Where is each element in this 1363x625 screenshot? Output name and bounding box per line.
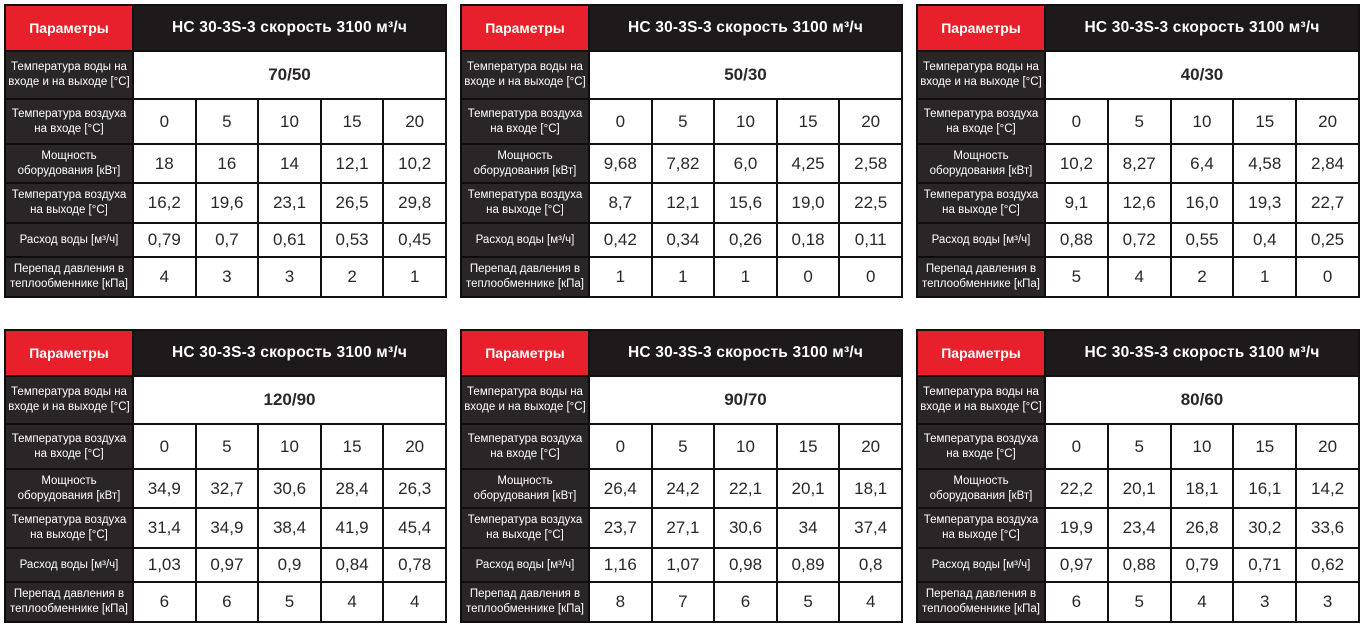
air-out-value: 34,9 (196, 508, 259, 548)
air-out-value: 23,7 (589, 508, 652, 548)
air-in-value: 20 (1296, 424, 1359, 469)
water-flow-label: Расход воды [м³/ч] (461, 548, 589, 582)
water-flow-value: 1,16 (589, 548, 652, 582)
spec-table-40-30 (916, 4, 1360, 298)
water-flow-value: 0,8 (839, 548, 902, 582)
air-in-value: 5 (652, 424, 715, 469)
model-title: НС 30-3S-3 скорость 3100 м³/ч (1045, 330, 1359, 376)
air-in-value: 15 (1233, 99, 1296, 144)
pressure-drop-value: 4 (321, 582, 384, 622)
air-out-value: 15,6 (714, 183, 777, 223)
water-flow-label: Расход воды [м³/ч] (5, 548, 133, 582)
air-out-value: 31,4 (133, 508, 196, 548)
pressure-drop-label: Перепад давления в теплообменнике [кПа] (461, 257, 589, 297)
air-out-value: 27,1 (652, 508, 715, 548)
air-in-value: 10 (258, 99, 321, 144)
air-out-value: 12,6 (1108, 183, 1171, 223)
water-temp-label: Температура воды на входе и на выходе [°С] (917, 376, 1045, 424)
air-out-value: 26,8 (1171, 508, 1234, 548)
power-value: 8,27 (1108, 144, 1171, 183)
air-in-label: Температура воздуха на входе [°С] (917, 99, 1045, 144)
air-in-value: 15 (777, 424, 840, 469)
air-out-label: Температура воздуха на выходе [°С] (5, 508, 133, 548)
power-value: 12,1 (321, 144, 384, 183)
pressure-drop-value: 6 (133, 582, 196, 622)
power-value: 16,1 (1233, 469, 1296, 508)
air-in-value: 5 (1108, 99, 1171, 144)
water-flow-value: 0,53 (321, 223, 384, 257)
water-flow-value: 0,79 (1171, 548, 1234, 582)
air-out-value: 34 (777, 508, 840, 548)
water-temp-label: Температура воды на входе и на выходе [°С] (5, 376, 133, 424)
air-out-value: 29,8 (383, 183, 446, 223)
spec-table-50-30 (460, 4, 903, 298)
air-in-value: 20 (383, 424, 446, 469)
water-flow-value: 0,88 (1108, 548, 1171, 582)
water-flow-value: 1,07 (652, 548, 715, 582)
pressure-drop-value: 5 (1108, 582, 1171, 622)
power-value: 10,2 (383, 144, 446, 183)
water-flow-value: 0,72 (1108, 223, 1171, 257)
water-flow-label: Расход воды [м³/ч] (5, 223, 133, 257)
air-in-value: 10 (1171, 99, 1234, 144)
water-flow-value: 0,45 (383, 223, 446, 257)
pressure-drop-value: 2 (1171, 257, 1234, 297)
spec-table-80-60 (916, 329, 1360, 623)
water-flow-value: 0,84 (321, 548, 384, 582)
air-in-label: Температура воздуха на входе [°С] (917, 424, 1045, 469)
power-value: 16 (196, 144, 259, 183)
pressure-drop-value: 0 (1296, 257, 1359, 297)
water-flow-value: 0,97 (196, 548, 259, 582)
water-flow-value: 0,25 (1296, 223, 1359, 257)
air-in-value: 15 (777, 99, 840, 144)
power-value: 34,9 (133, 469, 196, 508)
air-out-value: 30,2 (1233, 508, 1296, 548)
power-value: 7,82 (652, 144, 715, 183)
air-in-value: 0 (133, 424, 196, 469)
air-out-value: 19,6 (196, 183, 259, 223)
air-in-value: 20 (839, 99, 902, 144)
model-title: НС 30-3S-3 скорость 3100 м³/ч (133, 330, 446, 376)
water-temp-label: Температура воды на входе и на выходе [°С] (5, 51, 133, 99)
pressure-drop-value: 8 (589, 582, 652, 622)
params-header-cell: Параметры (917, 5, 1045, 51)
air-in-label: Температура воздуха на входе [°С] (461, 99, 589, 144)
water-flow-value: 0,79 (133, 223, 196, 257)
air-in-value: 20 (1296, 99, 1359, 144)
params-header-cell: Параметры (5, 5, 133, 51)
water-flow-value: 0,9 (258, 548, 321, 582)
pressure-drop-value: 4 (383, 582, 446, 622)
water-flow-value: 1,03 (133, 548, 196, 582)
pressure-drop-value: 6 (1045, 582, 1108, 622)
power-value: 6,0 (714, 144, 777, 183)
water-flow-label: Расход воды [м³/ч] (917, 548, 1045, 582)
air-out-value: 16,0 (1171, 183, 1234, 223)
air-out-value: 8,7 (589, 183, 652, 223)
air-in-value: 15 (321, 424, 384, 469)
power-label: Мощность оборудования [кВт] (5, 469, 133, 508)
air-in-value: 10 (714, 99, 777, 144)
air-out-label: Температура воздуха на выходе [°С] (5, 183, 133, 223)
water-flow-label: Расход воды [м³/ч] (917, 223, 1045, 257)
water-temp-value: 120/90 (133, 376, 446, 424)
air-out-value: 33,6 (1296, 508, 1359, 548)
air-out-value: 45,4 (383, 508, 446, 548)
air-out-value: 30,6 (714, 508, 777, 548)
water-flow-label: Расход воды [м³/ч] (461, 223, 589, 257)
power-value: 2,58 (839, 144, 902, 183)
power-value: 4,58 (1233, 144, 1296, 183)
pressure-drop-label: Перепад давления в теплообменнике [кПа] (917, 257, 1045, 297)
air-out-value: 23,4 (1108, 508, 1171, 548)
model-title: НС 30-3S-3 скорость 3100 м³/ч (1045, 5, 1359, 51)
air-in-value: 0 (1045, 99, 1108, 144)
water-flow-value: 0,26 (714, 223, 777, 257)
power-value: 32,7 (196, 469, 259, 508)
power-value: 10,2 (1045, 144, 1108, 183)
pressure-drop-value: 1 (1233, 257, 1296, 297)
air-out-value: 19,9 (1045, 508, 1108, 548)
air-in-value: 5 (1108, 424, 1171, 469)
power-value: 2,84 (1296, 144, 1359, 183)
air-out-value: 26,5 (321, 183, 384, 223)
water-flow-value: 0,55 (1171, 223, 1234, 257)
pressure-drop-value: 4 (133, 257, 196, 297)
air-in-value: 15 (1233, 424, 1296, 469)
power-value: 26,3 (383, 469, 446, 508)
pressure-drop-value: 6 (196, 582, 259, 622)
air-out-value: 16,2 (133, 183, 196, 223)
power-label: Мощность оборудования [кВт] (917, 469, 1045, 508)
power-value: 18,1 (839, 469, 902, 508)
pressure-drop-value: 4 (839, 582, 902, 622)
power-value: 20,1 (777, 469, 840, 508)
power-value: 22,2 (1045, 469, 1108, 508)
power-value: 14,2 (1296, 469, 1359, 508)
air-in-value: 0 (589, 424, 652, 469)
water-temp-value: 90/70 (589, 376, 902, 424)
power-label: Мощность оборудования [кВт] (917, 144, 1045, 183)
spec-table-70-50 (4, 4, 447, 298)
air-in-value: 5 (652, 99, 715, 144)
power-value: 4,25 (777, 144, 840, 183)
power-value: 30,6 (258, 469, 321, 508)
air-in-value: 10 (258, 424, 321, 469)
water-flow-value: 0,78 (383, 548, 446, 582)
air-in-value: 10 (714, 424, 777, 469)
water-flow-value: 0,4 (1233, 223, 1296, 257)
water-temp-value: 40/30 (1045, 51, 1359, 99)
water-temp-label: Температура воды на входе и на выходе [°С] (917, 51, 1045, 99)
power-value: 14 (258, 144, 321, 183)
air-out-label: Температура воздуха на выходе [°С] (917, 183, 1045, 223)
pressure-drop-value: 3 (1233, 582, 1296, 622)
air-out-label: Температура воздуха на выходе [°С] (917, 508, 1045, 548)
pressure-drop-label: Перепад давления в теплообменнике [кПа] (5, 257, 133, 297)
air-out-label: Температура воздуха на выходе [°С] (461, 183, 589, 223)
water-flow-value: 0,42 (589, 223, 652, 257)
air-in-label: Температура воздуха на входе [°С] (5, 99, 133, 144)
spec-table-120-90 (4, 329, 447, 623)
air-out-value: 22,7 (1296, 183, 1359, 223)
water-flow-value: 0,97 (1045, 548, 1108, 582)
air-out-value: 9,1 (1045, 183, 1108, 223)
water-flow-value: 0,88 (1045, 223, 1108, 257)
air-in-value: 0 (1045, 424, 1108, 469)
water-temp-label: Температура воды на входе и на выходе [°С] (461, 376, 589, 424)
params-header-cell: Параметры (917, 330, 1045, 376)
pressure-drop-label: Перепад давления в теплообменнике [кПа] (917, 582, 1045, 622)
pressure-drop-value: 1 (589, 257, 652, 297)
water-flow-value: 0,71 (1233, 548, 1296, 582)
air-in-value: 15 (321, 99, 384, 144)
water-flow-value: 0,98 (714, 548, 777, 582)
air-in-value: 5 (196, 424, 259, 469)
power-label: Мощность оборудования [кВт] (461, 469, 589, 508)
air-in-label: Температура воздуха на входе [°С] (5, 424, 133, 469)
params-header-cell: Параметры (461, 5, 589, 51)
power-value: 28,4 (321, 469, 384, 508)
model-title: НС 30-3S-3 скорость 3100 м³/ч (589, 330, 902, 376)
pressure-drop-value: 1 (383, 257, 446, 297)
power-value: 26,4 (589, 469, 652, 508)
water-flow-value: 0,34 (652, 223, 715, 257)
pressure-drop-value: 4 (1108, 257, 1171, 297)
params-header-cell: Параметры (461, 330, 589, 376)
pressure-drop-value: 0 (777, 257, 840, 297)
power-value: 9,68 (589, 144, 652, 183)
air-out-value: 19,0 (777, 183, 840, 223)
pressure-drop-value: 3 (258, 257, 321, 297)
power-value: 24,2 (652, 469, 715, 508)
model-title: НС 30-3S-3 скорость 3100 м³/ч (133, 5, 446, 51)
air-out-value: 23,1 (258, 183, 321, 223)
power-value: 18,1 (1171, 469, 1234, 508)
power-value: 20,1 (1108, 469, 1171, 508)
air-out-value: 22,5 (839, 183, 902, 223)
pressure-drop-value: 5 (258, 582, 321, 622)
air-out-value: 12,1 (652, 183, 715, 223)
water-flow-value: 0,62 (1296, 548, 1359, 582)
water-flow-value: 0,89 (777, 548, 840, 582)
air-out-value: 19,3 (1233, 183, 1296, 223)
air-in-value: 20 (383, 99, 446, 144)
water-temp-value: 70/50 (133, 51, 446, 99)
pressure-drop-value: 1 (714, 257, 777, 297)
air-out-label: Температура воздуха на выходе [°С] (461, 508, 589, 548)
pressure-drop-value: 3 (1296, 582, 1359, 622)
air-in-label: Температура воздуха на входе [°С] (461, 424, 589, 469)
power-label: Мощность оборудования [кВт] (461, 144, 589, 183)
pressure-drop-value: 1 (652, 257, 715, 297)
pressure-drop-value: 7 (652, 582, 715, 622)
pressure-drop-value: 3 (196, 257, 259, 297)
pressure-drop-value: 0 (839, 257, 902, 297)
model-title: НС 30-3S-3 скорость 3100 м³/ч (589, 5, 902, 51)
air-in-value: 0 (589, 99, 652, 144)
power-value: 6,4 (1171, 144, 1234, 183)
power-value: 18 (133, 144, 196, 183)
water-temp-value: 80/60 (1045, 376, 1359, 424)
water-flow-value: 0,7 (196, 223, 259, 257)
air-out-value: 41,9 (321, 508, 384, 548)
air-out-value: 37,4 (839, 508, 902, 548)
power-label: Мощность оборудования [кВт] (5, 144, 133, 183)
water-temp-value: 50/30 (589, 51, 902, 99)
pressure-drop-value: 2 (321, 257, 384, 297)
params-header-cell: Параметры (5, 330, 133, 376)
pressure-drop-value: 4 (1171, 582, 1234, 622)
pressure-drop-value: 5 (1045, 257, 1108, 297)
air-in-value: 5 (196, 99, 259, 144)
air-out-value: 38,4 (258, 508, 321, 548)
pressure-drop-label: Перепад давления в теплообменнике [кПа] (461, 582, 589, 622)
power-value: 22,1 (714, 469, 777, 508)
pressure-drop-label: Перепад давления в теплообменнике [кПа] (5, 582, 133, 622)
air-in-value: 10 (1171, 424, 1234, 469)
water-flow-value: 0,18 (777, 223, 840, 257)
air-in-value: 0 (133, 99, 196, 144)
pressure-drop-value: 5 (777, 582, 840, 622)
spec-table-90-70 (460, 329, 903, 623)
water-temp-label: Температура воды на входе и на выходе [°С] (461, 51, 589, 99)
water-flow-value: 0,11 (839, 223, 902, 257)
water-flow-value: 0,61 (258, 223, 321, 257)
pressure-drop-value: 6 (714, 582, 777, 622)
air-in-value: 20 (839, 424, 902, 469)
